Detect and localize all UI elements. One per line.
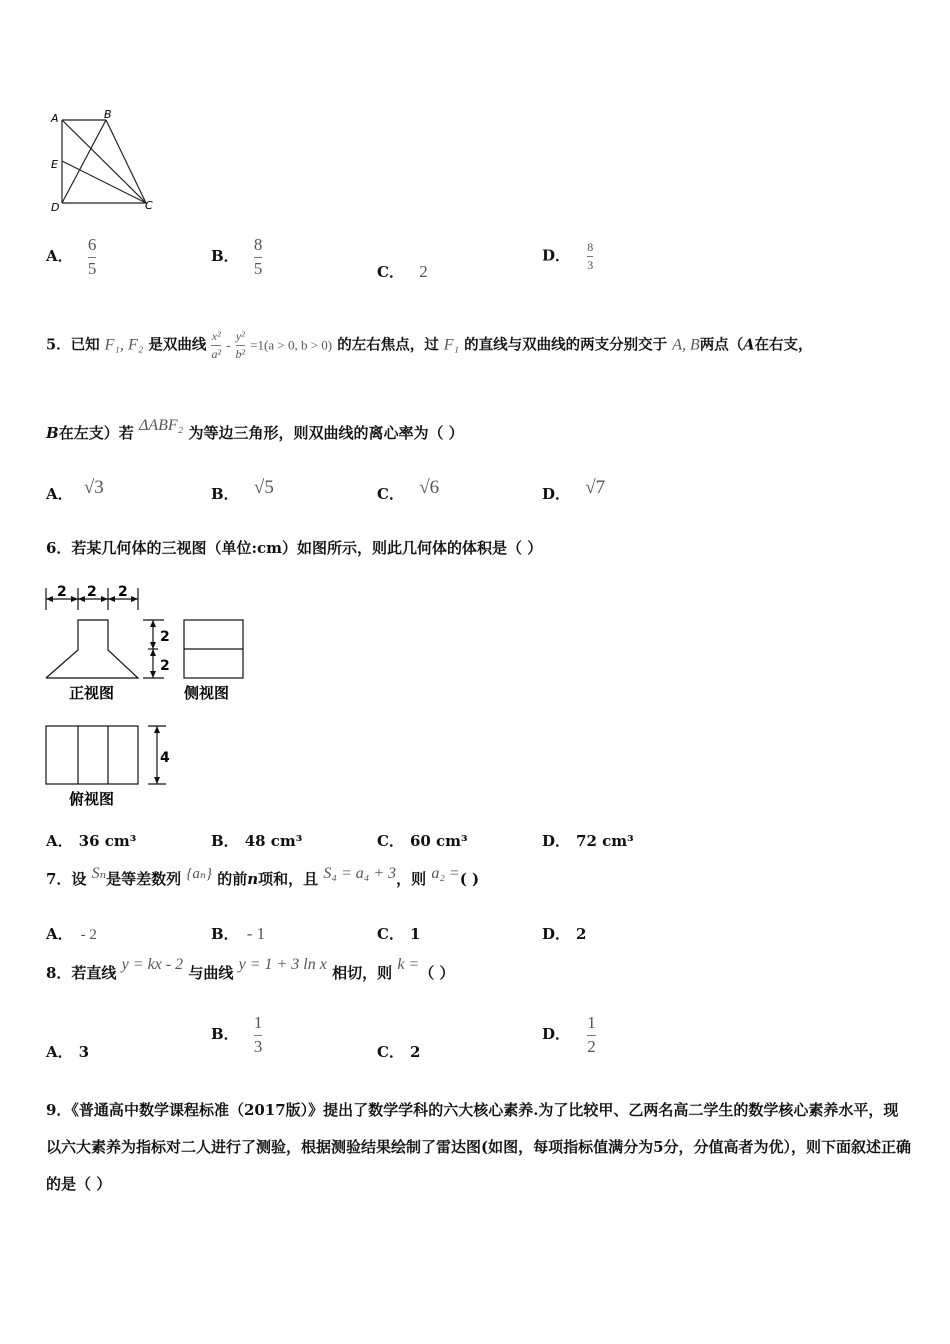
q6-option-d[interactable]: D． 72 cm³ (542, 832, 634, 850)
fraction: $\frac{1}{3}$ (253, 1013, 263, 1056)
q5-option-d[interactable]: D． √7 (542, 477, 606, 503)
label-d: D (51, 201, 60, 214)
fraction: $\frac{8}{3}$ (587, 240, 594, 273)
q8-option-d[interactable]: D． $\frac{1}{2}$ (542, 1013, 596, 1056)
q6-option-c[interactable]: C． 60 cm³ (377, 832, 468, 850)
question-8: 8．若直线 y = kx - 2 与曲线 y = 1 + 3 ln x 相切，则 k =（ ） (46, 956, 455, 982)
fraction: $\frac{8}{5}$ (253, 235, 263, 278)
q7-option-a[interactable]: A． - 2 (46, 925, 97, 943)
q7-option-d[interactable]: D． 2 (542, 925, 587, 943)
dim-2-upper: 2 (160, 629, 170, 645)
side-view-label: 侧视图 (184, 684, 230, 702)
q4-option-c[interactable]: C． 2 (377, 262, 428, 281)
q7-option-b[interactable]: B． - 1 (211, 924, 266, 943)
label-c: C (145, 199, 153, 212)
fraction: $\frac{\text{x²}}{\text{a²}}$ (211, 329, 222, 362)
fraction: $\frac{\text{y²}}{\text{b²}}$ (235, 329, 246, 362)
label-a: A (51, 112, 59, 125)
top-view-label: 俯视图 (69, 790, 115, 808)
dim-4: 4 (160, 750, 170, 766)
quadrilateral-figure (44, 106, 164, 218)
q6-option-b[interactable]: B． 48 cm³ (211, 832, 303, 850)
q5-option-b[interactable]: B． √5 (211, 477, 274, 503)
fraction: $\frac{6}{5}$ (87, 235, 97, 278)
q5-option-a[interactable]: A． √3 (46, 477, 104, 503)
q8-option-a[interactable]: A． 3 (46, 1043, 90, 1061)
dim-2-left: 2 (57, 584, 67, 600)
q4-option-d[interactable]: D． $\frac{8}{3}$ (542, 240, 594, 273)
q8-option-c[interactable]: C． 2 (377, 1043, 421, 1061)
q4-option-a[interactable]: A． $\frac{6}{5}$ (46, 235, 97, 278)
fraction: $\frac{1}{2}$ (587, 1013, 596, 1056)
q7-option-c[interactable]: C． 1 (377, 925, 421, 943)
question-9: 9．《普通高中数学课程标准（2017版）》提出了数学学科的六大核心素养.为了比较甲、乙两名高二学生的数学核心素养水平，现以六大素养为指标对二人进行了测验，根据测验结果绘制了雷达图(如图，每项指标值满分为5分，分值高者为优），则下面叙述正确的是（ ） (46, 1101, 912, 1193)
question-5-line-1: 5．已知 F₁, F₂ 是双曲线 $\frac{\text{x²}}{\text{a²}}$ - $\frac{\text{y²}}{\text{b²}}$ =1(a > 0, b > 0) 的左右焦点，过 F₁ 的直线与双曲线的两支分别交于 A, B两点（A在右支， (46, 329, 813, 362)
question-5-line-2: B在左支）若 ΔABF₂ 为等边三角形，则双曲线的离心率为（ ） (46, 417, 464, 442)
q5-option-c[interactable]: C． √6 (377, 477, 440, 503)
dim-2-lower: 2 (160, 658, 170, 674)
q8-option-b[interactable]: B． $\frac{1}{3}$ (211, 1013, 263, 1056)
q4-option-b[interactable]: B． $\frac{8}{5}$ (211, 235, 263, 278)
dim-2-mid: 2 (87, 584, 97, 600)
label-e: E (51, 158, 58, 171)
question-6: 6．若某几何体的三视图（单位:cm）如图所示，则此几何体的体积是（ ） (46, 539, 543, 557)
question-7: 7．设 Sₙ是等差数列 {aₙ} 的前n项和，且 S₄ = a₄ + 3，则 a₂ =( ) (46, 865, 480, 888)
front-view-label: 正视图 (69, 684, 115, 702)
label-b: B (104, 108, 112, 121)
q6-option-a[interactable]: A． 36 cm³ (46, 832, 137, 850)
dim-2-right: 2 (118, 584, 128, 600)
three-view-figure (40, 580, 260, 810)
